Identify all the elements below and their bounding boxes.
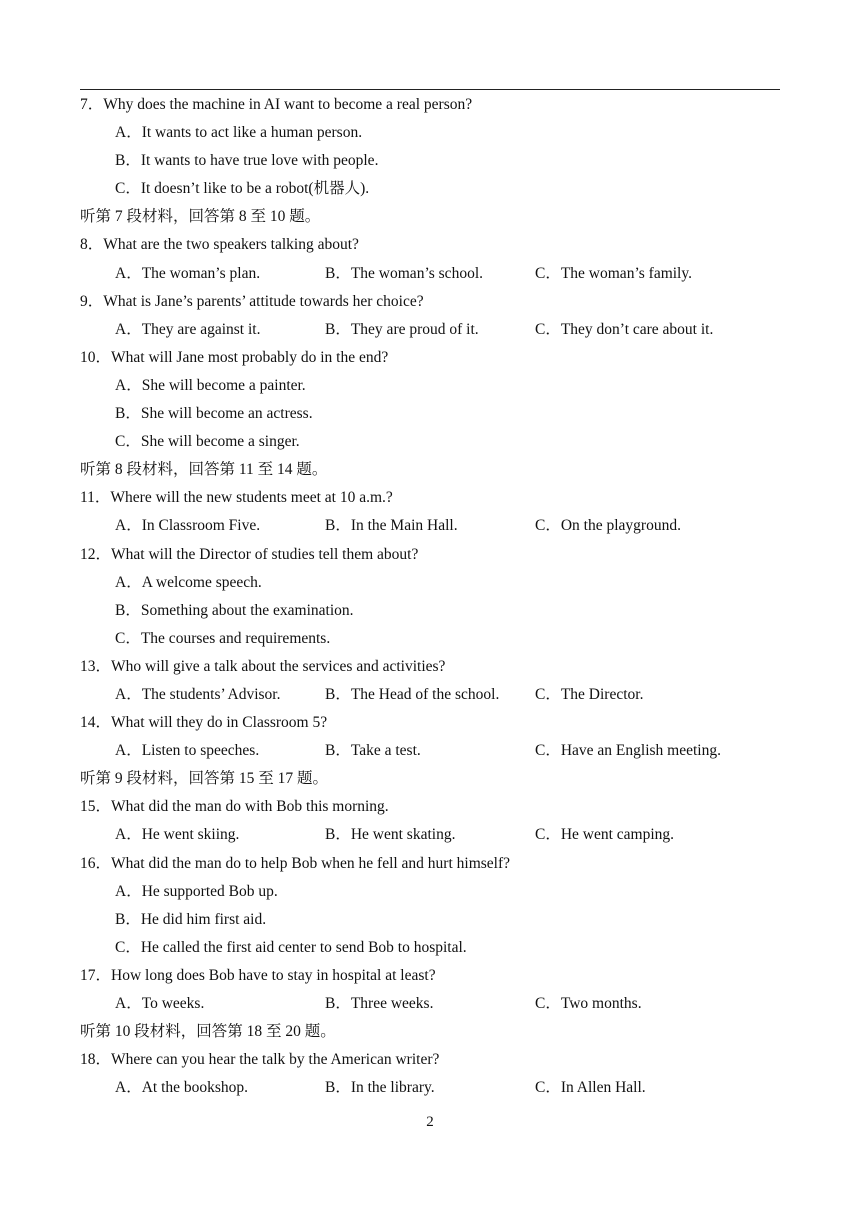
section-instruction: 听第 9 段材料，回答第 15 至 17 题。 (80, 770, 329, 788)
page-number: 2 (426, 1114, 434, 1130)
section-instruction: 听第 8 段材料，回答第 11 至 14 题。 (80, 461, 328, 479)
answer-option: C．They don’t care about it. (535, 320, 714, 338)
answer-option: A．To weeks. (115, 995, 205, 1012)
answer-option: A．The woman’s plan. (115, 264, 261, 282)
answer-option: A．At the bookshop. (115, 1079, 249, 1097)
answer-option: C．He went camping. (535, 826, 675, 844)
question-text: 18．Where can you hear the talk by the American writer? (80, 1051, 440, 1069)
answer-option: A．The students’ Advisor. (115, 685, 281, 703)
answer-option: C．The woman’s family. (535, 264, 692, 282)
question-text: 14．What will they do in Classroom 5? (80, 714, 328, 732)
question-text: 13．Who will give a talk about the services and activities? (80, 657, 446, 675)
answer-option: B．It wants to have true love with people. (115, 152, 379, 170)
question-text: 16．What did the man do to help Bob when he fell and hurt himself? (80, 854, 511, 872)
question-text: 11．Where will the new students meet at 10 a.m.? (80, 489, 393, 507)
answer-option: C．On the playground. (535, 517, 681, 535)
answer-option: C．Have an English meeting. (535, 742, 721, 760)
answer-option: C．In Allen Hall. (535, 1079, 646, 1097)
option-row (80, 740, 780, 768)
question-text: 12．What will the Director of studies tell them about? (80, 545, 419, 563)
option-row (80, 684, 780, 712)
option-row (80, 993, 780, 1021)
answer-option: A．It wants to act like a human person. (115, 124, 363, 142)
question-text: 7．Why does the machine in AI want to become a real person? (80, 96, 473, 113)
answer-option: A．He supported Bob up. (115, 882, 278, 900)
answer-option: A．They are against it. (115, 320, 261, 338)
answer-option: B．In the Main Hall. (325, 517, 458, 535)
answer-option: C．Two months. (535, 995, 642, 1012)
option-row (80, 824, 780, 852)
question-text: 9．What is Jane’s parents’ attitude towards her choice? (80, 292, 424, 310)
answer-option: B．They are proud of it. (325, 320, 479, 338)
answer-option: C．He called the first aid center to send Bob to hospital. (115, 938, 467, 956)
answer-option: C．The Director. (535, 685, 644, 703)
answer-option: A．In Classroom Five. (115, 517, 261, 535)
section-instruction: 听第 10 段材料，回答第 18 至 20 题。 (80, 1023, 336, 1041)
question-text: 17．How long does Bob have to stay in hospital at least? (80, 966, 436, 984)
answer-option: B．In the library. (325, 1079, 435, 1097)
section-instruction: 听第 7 段材料，回答第 8 至 10 题。 (80, 208, 321, 226)
option-row (80, 515, 780, 543)
answer-option: B．He went skating. (325, 826, 456, 844)
answer-option: B．Take a test. (325, 742, 421, 760)
answer-option: C．She will become a singer. (115, 433, 300, 451)
option-row (80, 1077, 780, 1105)
option-row (80, 263, 780, 291)
answer-option: B．He did him first aid. (115, 910, 267, 928)
answer-option: A．He went skiing. (115, 826, 240, 844)
answer-option: B．Three weeks. (325, 995, 434, 1012)
question-text: 15．What did the man do with Bob this morning. (80, 798, 389, 816)
answer-option: C．It doesn’t like to be a robot(机器人). (115, 180, 370, 198)
answer-option: B．Something about the examination. (115, 601, 354, 619)
answer-option: A．She will become a painter. (115, 376, 306, 394)
answer-option: B．She will become an actress. (115, 405, 313, 423)
answer-option: A．A welcome speech. (115, 573, 262, 591)
question-text: 10．What will Jane most probably do in the end? (80, 348, 389, 366)
option-row (80, 319, 780, 347)
answer-option: A．Listen to speeches. (115, 742, 260, 760)
exam-page-content (80, 94, 780, 1105)
answer-option: B．The Head of the school. (325, 685, 500, 703)
answer-option: C．The courses and requirements. (115, 629, 331, 647)
answer-option: B．The woman’s school. (325, 264, 483, 282)
header-rule (80, 89, 780, 90)
question-text: 8．What are the two speakers talking about? (80, 236, 359, 254)
